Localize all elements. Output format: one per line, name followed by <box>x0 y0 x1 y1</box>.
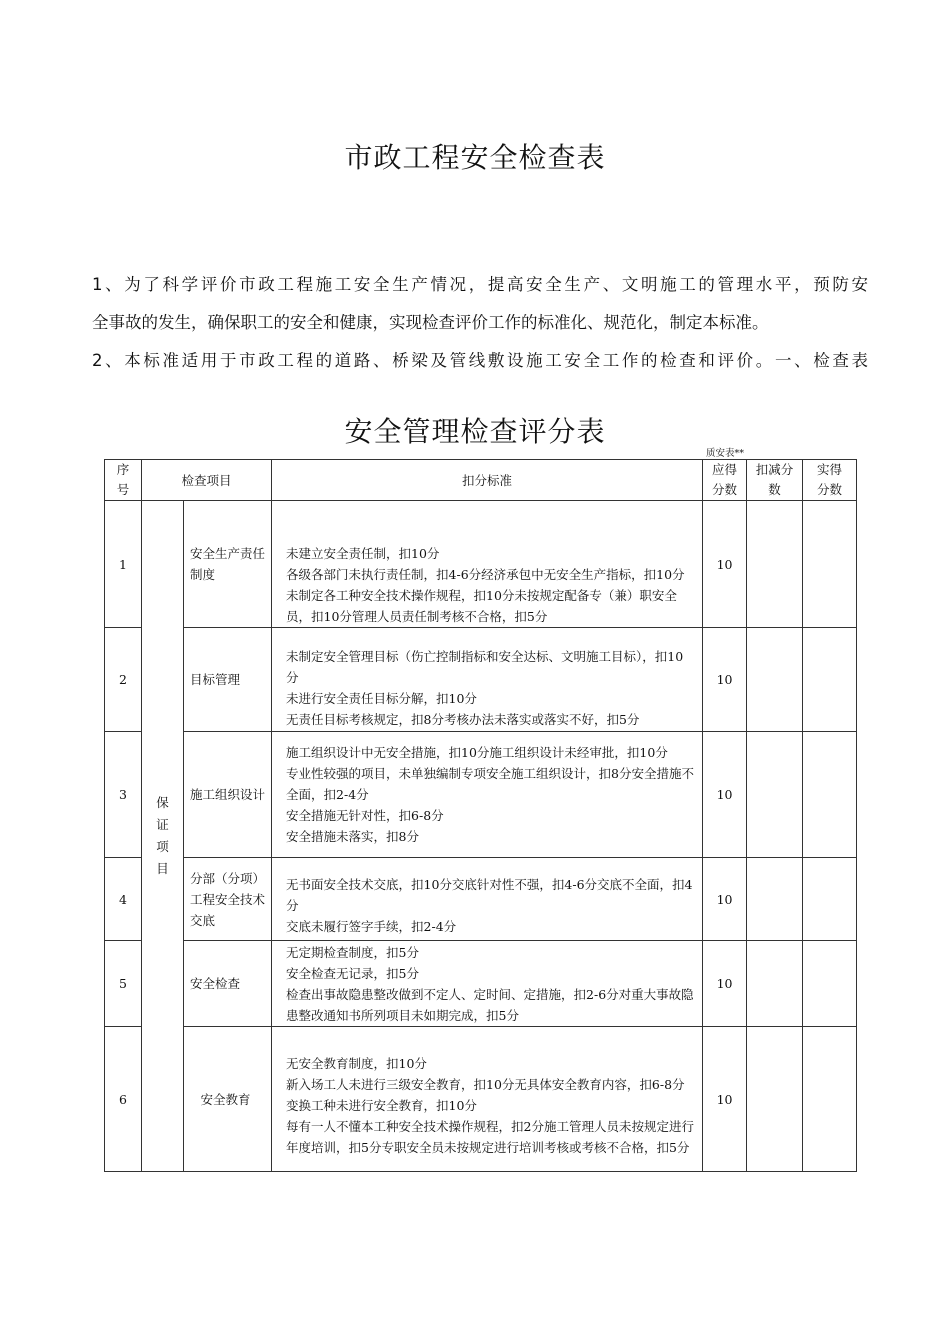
header-seq: 序 号 <box>105 460 142 501</box>
header-actual-score: 实得 分数 <box>803 460 857 501</box>
row-deduct-cell[interactable] <box>747 858 803 941</box>
row-seq: 5 <box>105 941 142 1027</box>
row-item: 目标管理 <box>184 628 272 732</box>
row-deduct-cell[interactable] <box>747 501 803 628</box>
row-criteria: 无安全教育制度，扣10分 新入场工人未进行三级安全教育，扣10分无具体安全教育内容，扣6-8分变换工种未进行安全教育，扣10分 每有一人不懂本工种安全技术操作规程，扣2分施工管理人员未按规定进行年度培训，扣5分专职安全员未按规定进行培训考核或考核不合格，扣5分 <box>272 1027 703 1172</box>
header-deduct-score: 扣减分 数 <box>747 460 803 501</box>
header-item: 检查项目 <box>142 460 272 501</box>
row-due-score: 10 <box>703 941 747 1027</box>
row-actual-cell[interactable] <box>803 501 857 628</box>
table-row <box>105 941 857 1027</box>
header-due-score: 应得 分数 <box>703 460 747 501</box>
table-row <box>105 732 857 858</box>
form-code: 质安表** <box>706 448 745 459</box>
table-row <box>105 501 857 628</box>
row-due-score: 10 <box>703 858 747 941</box>
row-deduct-cell[interactable] <box>747 628 803 732</box>
row-actual-cell[interactable] <box>803 858 857 941</box>
document-title: 市政工程安全检查表 <box>344 141 606 174</box>
header-row <box>105 460 857 501</box>
row-item: 安全检查 <box>184 941 272 1027</box>
row-criteria: 施工组织设计中无安全措施，扣10分施工组织设计未经审批，扣10分 专业性较强的项目，未单独编制专项安全施工组织设计，扣8分安全措施不全面，扣2-4分 安全措施无针对性，扣6-8分 安全措施未落实，扣8分 <box>272 732 703 858</box>
table-row <box>105 628 857 732</box>
intro-paragraph <box>92 266 868 380</box>
row-seq: 2 <box>105 628 142 732</box>
row-actual-cell[interactable] <box>803 628 857 732</box>
table-title: 安全管理检查评分表 <box>344 415 606 448</box>
row-due-score: 10 <box>703 732 747 858</box>
row-item: 安全教育 <box>184 1027 272 1172</box>
row-item: 分部（分项）工程安全技术交底 <box>184 858 272 941</box>
safety-score-table <box>104 459 857 1172</box>
row-seq: 1 <box>105 501 142 628</box>
row-item: 施工组织设计 <box>184 732 272 858</box>
row-seq: 6 <box>105 1027 142 1172</box>
intro-line: 全事故的发生，确保职工的安全和健康，实现检查评价工作的标准化、规范化，制定本标准。 <box>92 313 769 332</box>
row-deduct-cell[interactable] <box>747 941 803 1027</box>
row-criteria: 未制定安全管理目标（伤亡控制指标和安全达标、文明施工目标），扣10分 未进行安全责任目标分解，扣10分 无责任目标考核规定，扣8分考核办法未落实或落实不好，扣5分 <box>272 628 703 732</box>
row-criteria: 无定期检查制度，扣5分 安全检查无记录，扣5分 检查出事故隐患整改做到不定人、定时间、定措施，扣2-6分对重大事故隐患整改通知书所列项目未如期完成，扣5分 <box>272 941 703 1027</box>
row-seq: 4 <box>105 858 142 941</box>
row-due-score: 10 <box>703 628 747 732</box>
row-criteria: 无书面安全技术交底，扣10分交底针对性不强，扣4-6分交底不全面，扣4分 交底未履行签字手续，扣2-4分 <box>272 858 703 941</box>
row-actual-cell[interactable] <box>803 941 857 1027</box>
row-seq: 3 <box>105 732 142 858</box>
header-criteria: 扣分标准 <box>272 460 703 501</box>
table-row <box>105 1027 857 1172</box>
row-deduct-cell[interactable] <box>747 1027 803 1172</box>
row-criteria: 未建立安全责任制，扣10分 各级各部门未执行责任制，扣4-6分经济承包中无安全生产指标，扣10分未制定各工种安全技术操作规程，扣10分未按规定配备专（兼）职安全员，扣10分管理人员责任制考核不合格，扣5分 <box>272 501 703 628</box>
row-actual-cell[interactable] <box>803 732 857 858</box>
intro-line: 1、为了科学评价市政工程施工安全生产情况，提高安全生产、文明施工的管理水平，预防安 <box>92 275 868 294</box>
group-label: 保 证 项 目 <box>142 501 184 1172</box>
row-item: 安全生产责任制度 <box>184 501 272 628</box>
row-deduct-cell[interactable] <box>747 732 803 858</box>
row-due-score: 10 <box>703 501 747 628</box>
intro-line: 2、本标准适用于市政工程的道路、桥梁及管线敷设施工安全工作的检查和评价。一、检查表 <box>92 351 868 370</box>
row-actual-cell[interactable] <box>803 1027 857 1172</box>
table-row <box>105 858 857 941</box>
row-due-score: 10 <box>703 1027 747 1172</box>
